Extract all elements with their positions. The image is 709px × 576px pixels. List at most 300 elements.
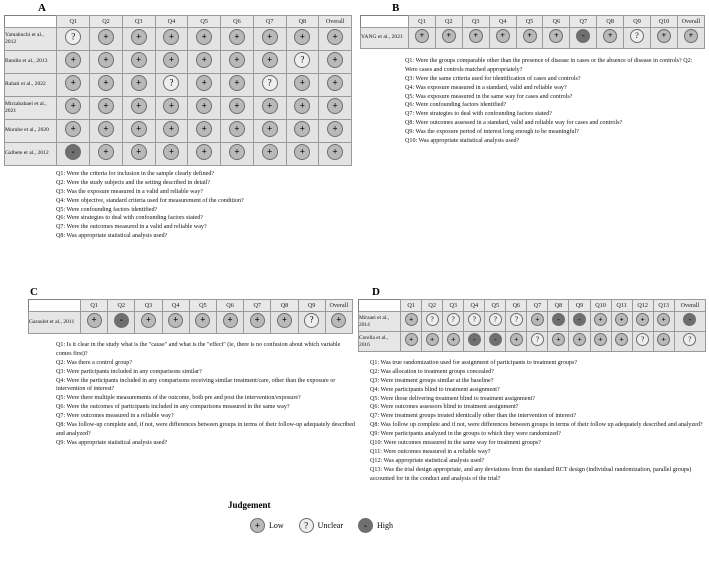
panel-c-header-row: [29, 300, 353, 312]
question-item: Q4: Was exposure measured in a standard, valid and reliable way?: [405, 84, 567, 91]
panel-d-col-overall: Overall: [674, 300, 705, 312]
legend-title: Judgement: [228, 500, 271, 510]
judgement-cell: [624, 28, 651, 49]
panel-b-col-q8: Q8: [597, 16, 624, 28]
judgement-cell: [527, 332, 548, 352]
judgement-unclear-icon: [683, 333, 696, 346]
panel-a-col-q4: Q4: [155, 16, 188, 28]
panel-c-col-q4: Q4: [162, 300, 189, 312]
judgement-cell: [57, 120, 90, 143]
panel-a-col-q2: Q2: [90, 16, 123, 28]
judgement-cell: [122, 120, 155, 143]
judgement-cell: [188, 143, 221, 166]
question-item: Q1: Were the criteria for inclusion in the sample clearly defined?: [56, 171, 215, 177]
judgement-cell: [155, 120, 188, 143]
judgement-cell: [57, 74, 90, 97]
judgement-cell: [122, 28, 155, 51]
judgement-low-icon: [294, 144, 310, 160]
judgement-low-icon: [327, 75, 343, 91]
judgement-cell: [253, 97, 286, 120]
judgement-low-icon: [657, 29, 671, 43]
question-item: Q8: Was follow up complete and if not, were differences between groups in terms of their follow up adequately described and analyzed?: [370, 422, 703, 429]
judgement-cell: [569, 332, 590, 352]
judgement-low-icon: [98, 75, 114, 91]
question-item: Q7: Were the outcomes measured in a valid and reliable way?: [56, 224, 207, 231]
judgement-cell: [286, 143, 319, 166]
panel-b-col-q2: Q2: [435, 16, 462, 28]
panel-c-col-q6: Q6: [216, 300, 243, 312]
panel-b-body: [361, 28, 705, 49]
judgement-low-icon: [531, 313, 544, 326]
panel-a-col-q8: Q8: [286, 16, 319, 28]
judgement-cell: [155, 143, 188, 166]
judgement-cell: [401, 332, 422, 352]
judgement-low-icon: [98, 121, 114, 137]
panel-d-col-q4: Q4: [464, 300, 485, 312]
panel-a-questions: [4, 170, 356, 241]
judgement-unclear-icon: [468, 313, 481, 326]
judgement-cell: [122, 97, 155, 120]
panel-c-col-q1: Q1: [81, 300, 108, 312]
legend-items: [228, 518, 478, 533]
judgement-unclear-icon: [163, 75, 179, 91]
judgement-low-icon: [163, 29, 179, 45]
judgement-cell: [435, 28, 462, 49]
judgement-cell: [90, 120, 123, 143]
panel-b-col-q4: Q4: [489, 16, 516, 28]
panel-d-col-q10: Q10: [590, 300, 611, 312]
judgement-cell: [188, 51, 221, 74]
judgement-low-icon: [196, 29, 212, 45]
judgement-cell: [632, 332, 653, 352]
judgement-cell: [543, 28, 570, 49]
judgement-high-icon: [468, 333, 481, 346]
panel-d-study-0: Mirzaei et al., 2014: [359, 312, 401, 332]
panel-a-col-overall: Overall: [319, 16, 352, 28]
judgement-cell: [244, 312, 271, 334]
panel-a-study-4: Murube et al., 2020: [5, 120, 57, 143]
panel-b-col-q10: Q10: [651, 16, 678, 28]
question-item: Q4: Were the participants included in any comparisons receiving similar treatment/care, other than the exposure or intervention of interest?: [56, 377, 336, 393]
judgement-low-icon: [496, 29, 510, 43]
judgement-cell: [221, 51, 254, 74]
judgement-low-icon: [442, 29, 456, 43]
panel-c-questions: [4, 341, 356, 448]
question-item: Q3: Were treatment groups similar at the baseline?: [370, 377, 494, 384]
judgement-low-icon: [327, 121, 343, 137]
judgement-cell: [611, 312, 632, 332]
judgement-cell: [319, 120, 352, 143]
judgement-cell: [489, 28, 516, 49]
judgement-low-icon: [262, 121, 278, 137]
panel-b-corner: [361, 16, 409, 28]
judgement-low-icon: [262, 144, 278, 160]
judgement-cell: [443, 312, 464, 332]
panel-b-col-q6: Q6: [543, 16, 570, 28]
panel-a-study-3: Mirzababaei et al., 2021: [5, 97, 57, 120]
question-item: Q10: Were outcomes measured in the same way for treatment groups?: [370, 440, 541, 447]
judgement-cell: [674, 332, 705, 352]
judgement-cell: [90, 74, 123, 97]
judgement-cell: [253, 28, 286, 51]
judgement-cell: [286, 74, 319, 97]
judgement-low-icon: [657, 313, 670, 326]
table-row: [5, 51, 352, 74]
judgement-low-icon: [229, 52, 245, 68]
judgement-low-icon: [163, 121, 179, 137]
question-item: Q9: Was the exposure period of interest long enough to be meaningful?: [405, 129, 579, 136]
question-item: Q6: Were outcomes assessors blind to treatment assignment?: [370, 404, 519, 411]
judgement-cell: [422, 312, 443, 332]
judgement-cell: [253, 74, 286, 97]
judgement-low-icon: [294, 121, 310, 137]
judgement-low-icon: [195, 313, 210, 328]
panel-b-matrix: [360, 15, 705, 49]
question-item: Q4: Were participants blind to treatment assignment?: [370, 386, 500, 393]
question-item: Q8: Was follow-up complete and, if not, were differences between groups in terms of their follow-up adequately described and analyzed?: [56, 422, 355, 437]
judgement-low-icon: [331, 313, 346, 328]
question-item: Q4: Were objective, standard criteria used for measurement of the condition?: [56, 197, 244, 204]
judgement-low-icon: [196, 75, 212, 91]
judgement-low-icon: [405, 333, 418, 346]
judgement-unclear-icon: [294, 52, 310, 68]
panel-b-study-0: YANG et al., 2021: [361, 28, 409, 49]
judgement-cell: [319, 51, 352, 74]
judgement-low-icon: [163, 144, 179, 160]
panel-a-study-0: Yamabuchi et al., 2012: [5, 28, 57, 51]
judgement-low-icon: [415, 29, 429, 43]
panel-a-col-q5: Q5: [188, 16, 221, 28]
judgement-cell: [221, 28, 254, 51]
judgement-unclear-icon: [531, 333, 544, 346]
judgement-low-icon: [327, 52, 343, 68]
question-item: Q2: Were the study subjects and the setting described in detail?: [56, 179, 211, 186]
judgement-cell: [57, 97, 90, 120]
question-item: Q3: Was the exposure measured in a valid and reliable way?: [56, 188, 203, 195]
judgement-high-icon: [576, 29, 590, 43]
judgement-unclear-icon: [299, 518, 314, 533]
judgement-cell: [286, 120, 319, 143]
judgement-cell: [462, 28, 489, 49]
panel-b-col-q9: Q9: [624, 16, 651, 28]
question-item: Q7: Were strategies to deal with confounding factors stated?: [405, 111, 552, 118]
judgement-cell: [253, 143, 286, 166]
question-item: Q1: Was true randomization used for assignment of participants to treatment groups?: [370, 360, 578, 366]
panel-a-col-q7: Q7: [253, 16, 286, 28]
judgement-low-icon: [636, 313, 649, 326]
panel-d: [358, 286, 708, 483]
judgement-cell: [464, 332, 485, 352]
question-item: Q3: Were the same criteria used for identification of cases and controls?: [405, 75, 581, 82]
judgement-low-icon: [131, 75, 147, 91]
judgement-cell: [674, 312, 705, 332]
judgement-low-icon: [573, 333, 586, 346]
question-item: Q5: Were confounding factors identified?: [56, 206, 158, 213]
table-row: [5, 28, 352, 51]
panel-a-header-row: [5, 16, 352, 28]
judgement-low-icon: [65, 75, 81, 91]
judgement-low-icon: [65, 98, 81, 114]
judgement-cell: [122, 143, 155, 166]
judgement-low-icon: [327, 29, 343, 45]
table-row: [359, 312, 706, 332]
panel-c-col-overall: Overall: [325, 300, 352, 312]
legend-item-high: [358, 518, 393, 533]
judgement-cell: [319, 74, 352, 97]
judgement-low-icon: [131, 121, 147, 137]
panel-c-col-q8: Q8: [271, 300, 298, 312]
panel-d-body: [359, 312, 706, 352]
judgement-cell: [516, 28, 543, 49]
judgement-cell: [653, 332, 674, 352]
judgement-unclear-icon: [447, 313, 460, 326]
judgement-cell: [506, 312, 527, 332]
judgement-low-icon: [65, 121, 81, 137]
panel-d-col-q12: Q12: [632, 300, 653, 312]
judgement-cell: [319, 97, 352, 120]
judgement-low-icon: [277, 313, 292, 328]
judgement-high-icon: [573, 313, 586, 326]
panel-c-col-q3: Q3: [135, 300, 162, 312]
judgement-cell: [122, 74, 155, 97]
table-row: [5, 120, 352, 143]
judgement-cell: [527, 312, 548, 332]
judgement-low-icon: [615, 333, 628, 346]
question-item: Q5: Was exposure measured in the same way for cases and controls?: [405, 93, 573, 100]
judgement-unclear-icon: [426, 313, 439, 326]
judgement-low-icon: [615, 313, 628, 326]
judgement-cell: [90, 28, 123, 51]
judgement-low-icon: [469, 29, 483, 43]
panel-d-col-q9: Q9: [569, 300, 590, 312]
panel-c-letter: C: [30, 286, 38, 298]
judgement-low-icon: [223, 313, 238, 328]
question-item: Q9: Were participants analyzed in the groups to which they were randomized?: [370, 431, 561, 438]
judgement-cell: [325, 312, 352, 334]
panel-d-col-q5: Q5: [485, 300, 506, 312]
panel-b-letter: B: [392, 2, 400, 14]
question-item: Q2: Was allocation to treatment groups concealed?: [370, 368, 494, 375]
judgement-cell: [286, 51, 319, 74]
panel-c-matrix: [28, 299, 353, 334]
judgement-cell: [443, 332, 464, 352]
panel-b-col-q7: Q7: [570, 16, 597, 28]
judgement-cell: [548, 332, 569, 352]
panel-c-col-q2: Q2: [108, 300, 135, 312]
judgement-low-icon: [196, 98, 212, 114]
judgement-cell: [90, 143, 123, 166]
question-item: Q8: Were outcomes assessed in a standard, valid and reliable way for cases and controls?: [405, 120, 623, 127]
judgement-low-icon: [229, 121, 245, 137]
judgement-low-icon: [523, 29, 537, 43]
panel-a-body: [5, 28, 352, 166]
judgement-cell: [162, 312, 189, 334]
legend-label-low: Low: [269, 521, 284, 530]
judgement-cell: [653, 312, 674, 332]
judgement-cell: [135, 312, 162, 334]
panel-b-col-overall: Overall: [677, 16, 704, 28]
judgement-cell: [570, 28, 597, 49]
judgement-cell: [108, 312, 135, 334]
judgement-cell: [57, 51, 90, 74]
judgement-low-icon: [327, 98, 343, 114]
panel-d-col-q7: Q7: [527, 300, 548, 312]
panel-c: [4, 286, 356, 448]
panel-d-questions: [358, 359, 708, 483]
panel-b-header-row: [361, 16, 705, 28]
panel-a-col-q3: Q3: [122, 16, 155, 28]
judgement-cell: [81, 312, 108, 334]
judgement-cell: [590, 332, 611, 352]
panel-d-letter: D: [372, 286, 380, 298]
judgement-low-icon: [684, 29, 698, 43]
panel-b: [360, 2, 706, 146]
panel-d-col-q8: Q8: [548, 300, 569, 312]
panel-d-col-q1: Q1: [401, 300, 422, 312]
legend-item-low: [250, 518, 284, 533]
judgement-low-icon: [229, 75, 245, 91]
panel-b-col-q5: Q5: [516, 16, 543, 28]
judgement-cell: [188, 28, 221, 51]
panel-d-matrix: [358, 299, 706, 352]
judgement-cell: [189, 312, 216, 334]
judgement-low-icon: [294, 98, 310, 114]
panel-b-col-q3: Q3: [462, 16, 489, 28]
judgement-low-icon: [552, 333, 565, 346]
judgement-low-icon: [262, 98, 278, 114]
judgement-high-icon: [489, 333, 502, 346]
judgement-cell: [155, 28, 188, 51]
judgement-low-icon: [131, 52, 147, 68]
judgement-cell: [253, 51, 286, 74]
panel-d-col-q13: Q13: [653, 300, 674, 312]
judgement-cell: [155, 97, 188, 120]
judgement-unclear-icon: [630, 29, 644, 43]
judgement-low-icon: [327, 144, 343, 160]
panel-d-col-q11: Q11: [611, 300, 632, 312]
table-row: [5, 143, 352, 166]
judgement-low-icon: [98, 144, 114, 160]
judgement-low-icon: [447, 333, 460, 346]
judgement-cell: [271, 312, 298, 334]
question-item: Q13: Was the trial design appropriate, and any deviations from the standard RCT design (individual randomization, parallel groups) accounted for in the conduct and analysis of the trial?: [370, 466, 692, 482]
legend: [228, 500, 478, 533]
panel-d-col-q2: Q2: [422, 300, 443, 312]
judgement-cell: [632, 312, 653, 332]
table-row: [5, 74, 352, 97]
judgement-cell: [221, 97, 254, 120]
judgement-low-icon: [510, 333, 523, 346]
judgement-low-icon: [98, 29, 114, 45]
judgement-unclear-icon: [489, 313, 502, 326]
judgement-cell: [216, 312, 243, 334]
judgement-low-icon: [603, 29, 617, 43]
judgement-cell: [611, 332, 632, 352]
judgement-low-icon: [131, 29, 147, 45]
judgement-low-icon: [262, 52, 278, 68]
judgement-low-icon: [163, 52, 179, 68]
judgement-unclear-icon: [510, 313, 523, 326]
judgement-unclear-icon: [262, 75, 278, 91]
judgement-cell: [506, 332, 527, 352]
judgement-cell: [319, 28, 352, 51]
judgement-low-icon: [65, 52, 81, 68]
judgement-low-icon: [98, 98, 114, 114]
panel-d-corner: [359, 300, 401, 312]
judgement-cell: [221, 120, 254, 143]
judgement-high-icon: [552, 313, 565, 326]
judgement-cell: [155, 74, 188, 97]
question-item: Q7: Were outcomes measured in a reliable way?: [56, 413, 174, 420]
judgement-cell: [122, 51, 155, 74]
panel-d-col-q6: Q6: [506, 300, 527, 312]
panel-d-header-row: [359, 300, 706, 312]
judgement-low-icon: [196, 144, 212, 160]
panel-d-study-1: Corella et al., 2016: [359, 332, 401, 352]
judgement-low-icon: [405, 313, 418, 326]
judgement-low-icon: [594, 313, 607, 326]
judgement-cell: [677, 28, 704, 49]
judgement-cell: [286, 28, 319, 51]
judgement-cell: [319, 143, 352, 166]
judgement-cell: [548, 312, 569, 332]
judgement-low-icon: [294, 29, 310, 45]
judgement-low-icon: [131, 98, 147, 114]
judgement-cell: [188, 74, 221, 97]
judgement-cell: [253, 120, 286, 143]
judgement-unclear-icon: [304, 313, 319, 328]
judgement-unclear-icon: [636, 333, 649, 346]
judgement-low-icon: [594, 333, 607, 346]
question-item: Q3: Were participants included in any comparisons similar?: [56, 368, 202, 375]
panel-a: [4, 2, 356, 241]
judgement-cell: [485, 332, 506, 352]
panel-b-col-q1: Q1: [409, 16, 436, 28]
judgement-low-icon: [657, 333, 670, 346]
panel-d-col-q3: Q3: [443, 300, 464, 312]
judgement-cell: [464, 312, 485, 332]
question-item: Q1: Were the groups comparable other than the presence of disease in cases or the absence of disease in controls? Q2: Were cases and controls matched appropriately?: [405, 58, 693, 73]
judgement-low-icon: [141, 313, 156, 328]
judgement-low-icon: [250, 313, 265, 328]
question-item: Q8: Was appropriate statistical analysis used?: [56, 233, 168, 240]
judgement-cell: [155, 51, 188, 74]
judgement-low-icon: [250, 518, 265, 533]
table-row: [5, 97, 352, 120]
judgement-low-icon: [98, 52, 114, 68]
judgement-low-icon: [168, 313, 183, 328]
question-item: Q12: Was appropriate statistical analysis used?: [370, 457, 485, 464]
question-item: Q1: Is it clear in the study what is the "cause" and what is the "effect" (ie, there is no confusion about which variable comes first)?: [56, 342, 341, 357]
question-item: Q9: Was appropriate statistical analysis used?: [56, 439, 168, 446]
judgement-low-icon: [549, 29, 563, 43]
legend-label-unclear: Unclear: [317, 521, 343, 530]
question-item: Q6: Were the outcomes of participants included in any comparisons measured in the same way?: [56, 404, 290, 411]
judgement-cell: [409, 28, 436, 49]
panel-a-study-2: Rahati et al., 2022: [5, 74, 57, 97]
panel-a-study-5: Galbete et al., 2012: [5, 143, 57, 166]
table-row: [29, 312, 353, 334]
judgement-cell: [188, 120, 221, 143]
judgement-low-icon: [229, 29, 245, 45]
panel-c-corner: [29, 300, 81, 312]
judgement-cell: [569, 312, 590, 332]
judgement-cell: [57, 28, 90, 51]
judgement-low-icon: [163, 98, 179, 114]
judgement-cell: [401, 312, 422, 332]
judgement-cell: [221, 74, 254, 97]
judgement-cell: [597, 28, 624, 49]
